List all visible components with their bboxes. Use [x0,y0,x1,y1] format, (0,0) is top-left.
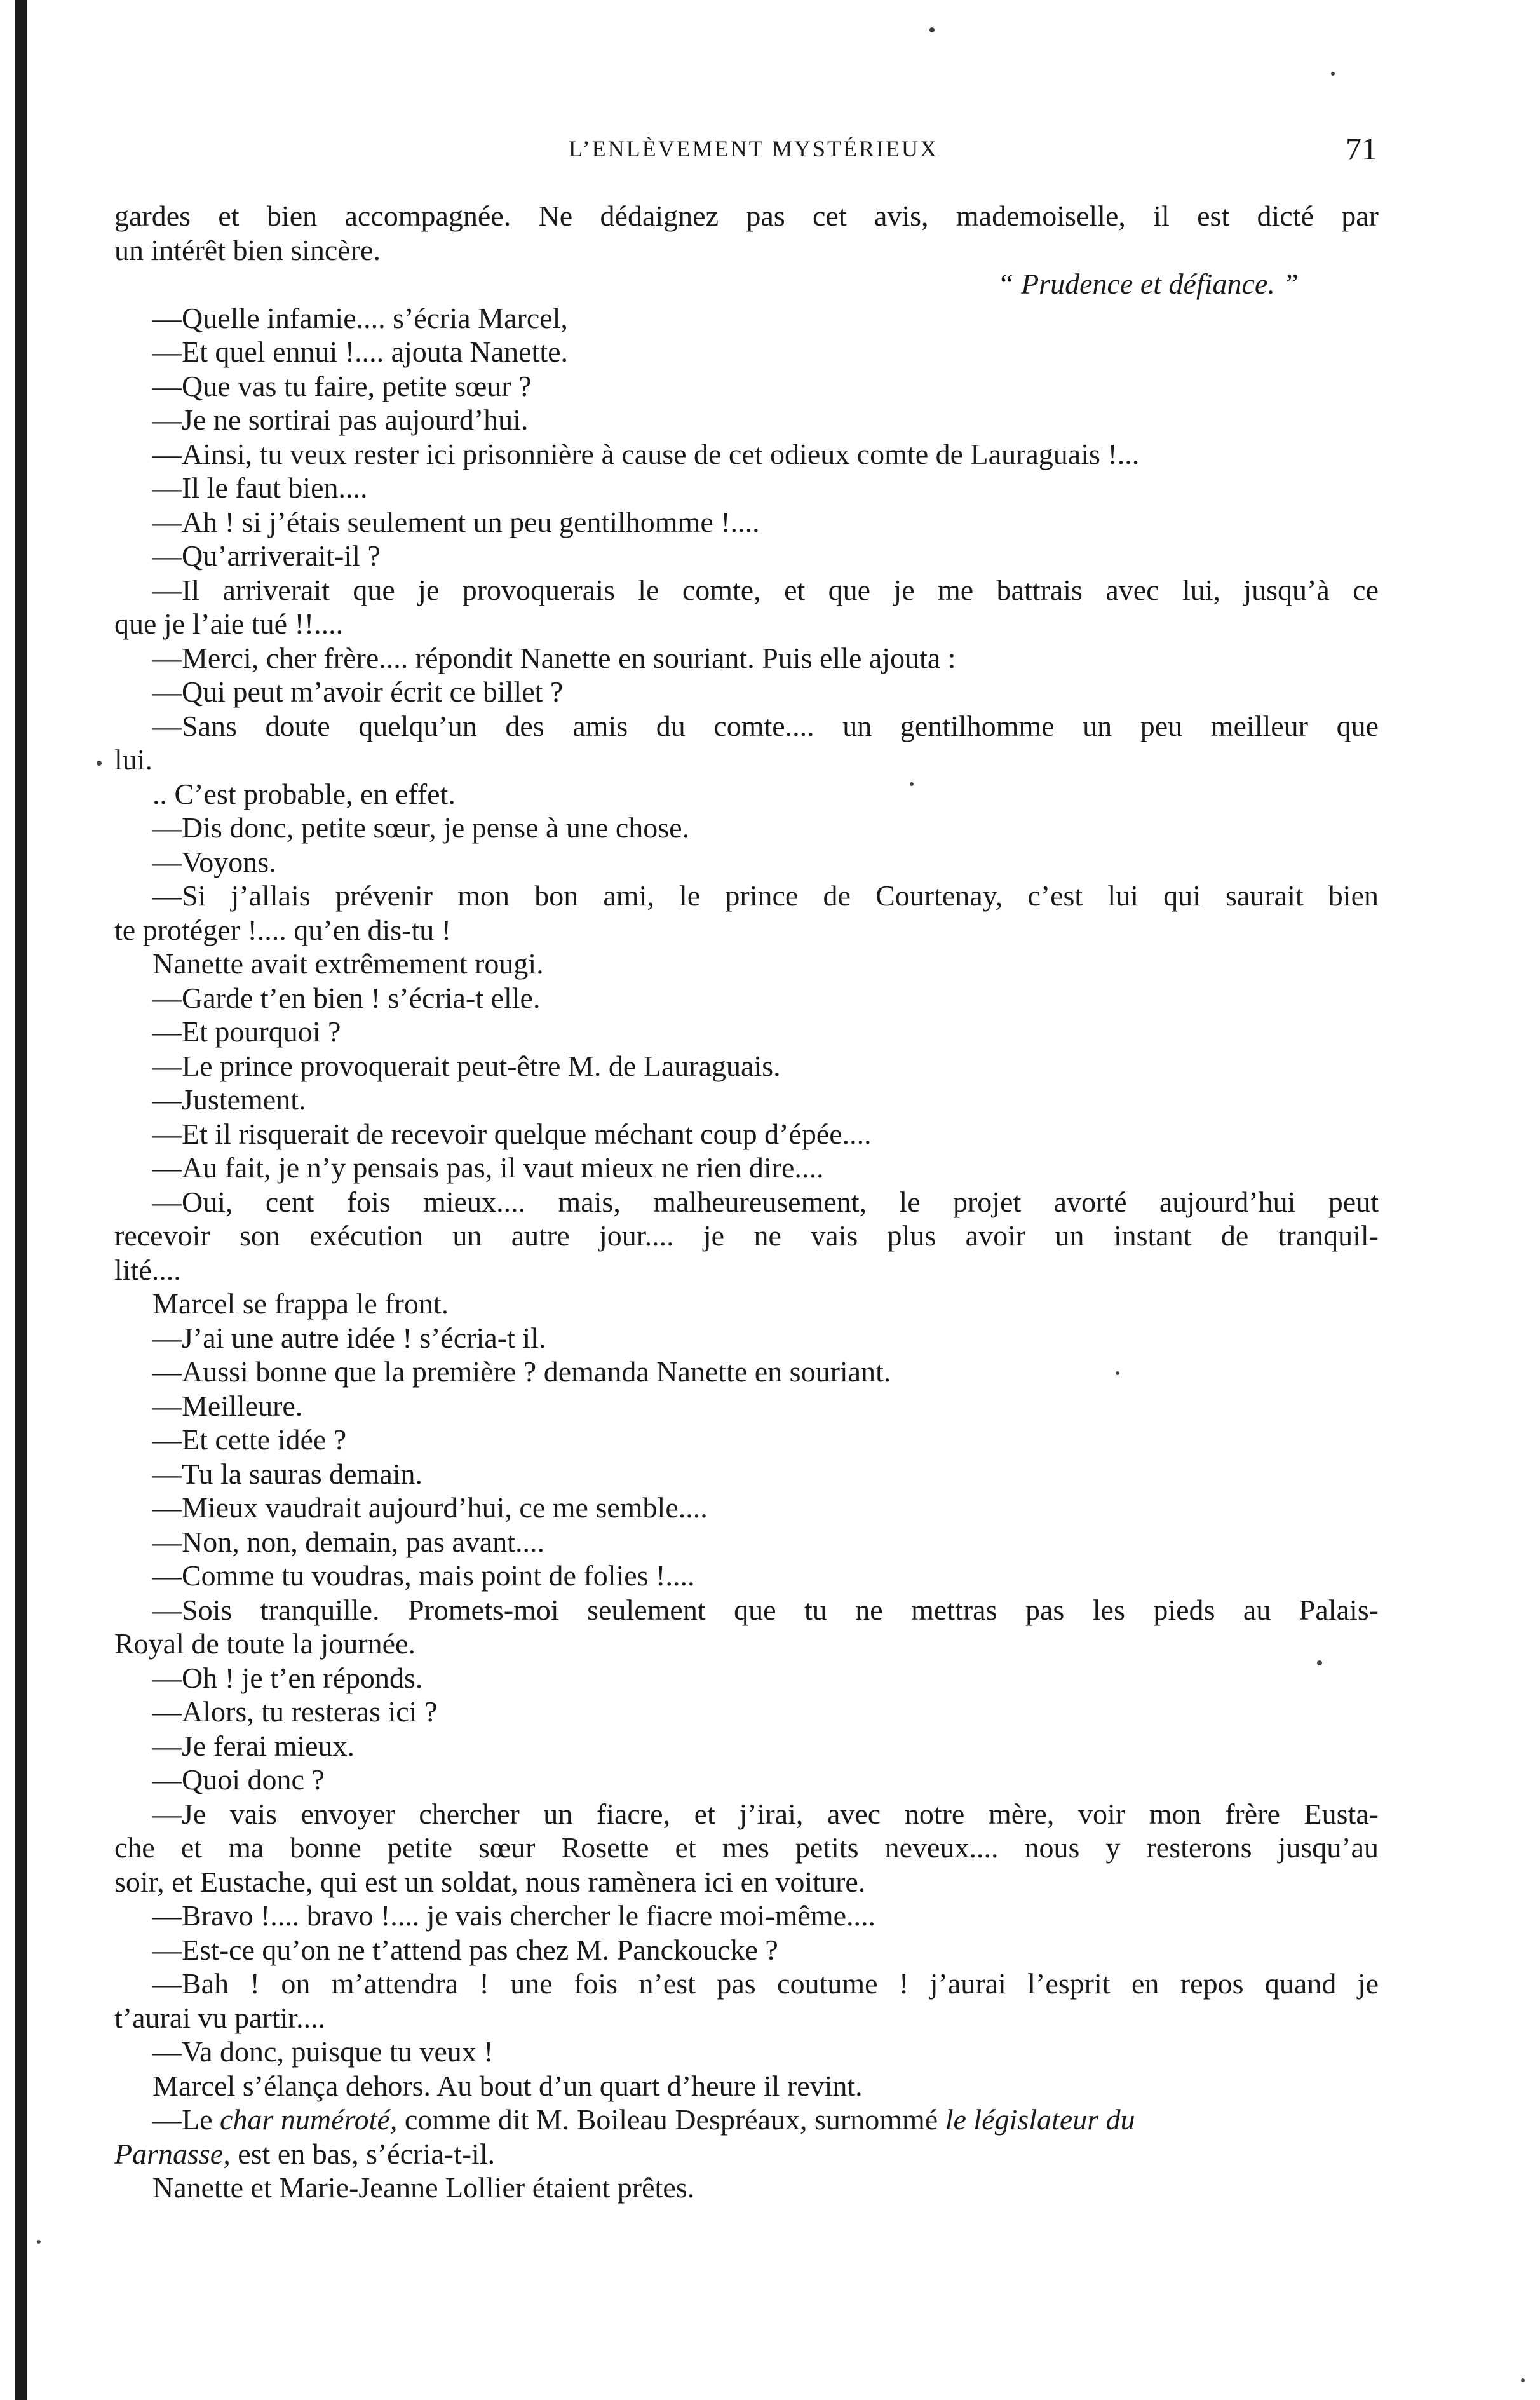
text-segment: —Le [152,2103,220,2136]
text-line: —Et quel ennui !.... ajouta Nanette. [152,336,569,368]
text-line: —Si j’allais prévenir mon bon ami, le prince de Courtenay, c’est lui qui saurait bien [152,879,1379,912]
text-line: —Le prince provoquerait peut-être M. de Lauraguais. [152,1049,781,1082]
text-line: —Tu la sauras demain. [152,1457,423,1490]
text-line: —Non, non, demain, pas avant.... [152,1525,545,1558]
text-line: —Quelle infamie.... s’écria Marcel, [152,301,568,334]
italic-legislateur: le législateur du [945,2103,1135,2136]
text-line: —Oui, cent fois mieux.... mais, malheureusement, le projet avorté aujourd’hui peut [152,1185,1379,1218]
text-line-mixed [114,2103,1379,2137]
scan-speck [37,2240,41,2244]
text-line: —Quoi donc ? [152,1763,325,1796]
scan-speck [1317,1660,1322,1665]
text-line: —Garde t’en bien ! s’écria-t elle. [152,981,541,1014]
text-segment: est en bas, s’écria-t-il. [230,2137,496,2170]
text-line: —Alors, tu resteras ici ? [152,1695,438,1728]
text-line: —Et cette idée ? [152,1423,347,1456]
text-segment: comme dit M. Boileau Despréaux, surnommé [397,2103,945,2136]
text-line: —Sans doute quelqu’un des amis du comte.... un gentilhomme un peu meilleur que [152,709,1379,742]
scan-binding-edge [15,0,27,2400]
italic-parnasse: Parnasse, [114,2137,231,2170]
page-header [0,130,1540,175]
text-line-mixed [114,2137,1379,2171]
text-line: Marcel se frappa le front. [152,1287,449,1320]
text-line: —Mieux vaudrait aujourd’hui, ce me semble.... [152,1491,708,1524]
scan-speck [1116,1371,1119,1375]
text-line: —Bah ! on m’attendra ! une fois n’est pas coutume ! j’aurai l’esprit en repos quand je [152,1967,1379,2000]
text-line: Nanette avait extrêmement rougi. [152,947,544,980]
text-line: —Qu’arriverait-il ? [152,539,381,572]
scan-speck [929,27,935,32]
text-line: soir, et Eustache, qui est un soldat, nous ramènera ici en voiture. [114,1865,866,1898]
scan-speck [910,782,914,786]
text-line: —Justement. [152,1083,306,1116]
signature-text: “ Prudence et défiance. ” [997,268,1299,300]
text-line: —Bravo !.... bravo !.... je vais chercher le fiacre moi-même.... [152,1899,876,1932]
text-line: —Voyons. [152,845,276,878]
text-line: —Dis donc, petite sœur, je pense à une chose. [152,811,690,844]
text-line: —Et pourquoi ? [152,1015,341,1048]
scan-speck [1521,2378,1525,2382]
text-line: —Et il risquerait de recevoir quelque méchant coup d’épée.... [152,1117,872,1150]
text-line: —Je ne sortirai pas aujourd’hui. [152,403,529,436]
text-line: —Est-ce qu’on ne t’attend pas chez M. Panckoucke ? [152,1933,778,1966]
running-title: L’ENLÈVEMENT MYSTÉRIEUX [569,136,938,161]
text-line: —Je ferai mieux. [152,1729,355,1762]
scan-speck [97,761,102,766]
text-line: che et ma bonne petite sœur Rosette et mes petits neveux.... nous y resterons jusqu’au [114,1831,1379,1864]
text-line: —Au fait, je n’y pensais pas, il vaut mieux ne rien dire.... [152,1151,824,1184]
text-line: —Comme tu voudras, mais point de folies !.... [152,1559,695,1592]
text-line: —Merci, cher frère.... répondit Nanette en souriant. Puis elle ajouta : [152,641,956,674]
text-line: gardes et bien accompagnée. Ne dédaignez pas cet avis, mademoiselle, il est dicté par [114,200,1379,232]
text-line: —Oh ! je t’en réponds. [152,1661,423,1694]
text-line: —Sois tranquille. Promets-moi seulement que tu ne mettras pas les pieds au Palais- [152,1593,1379,1626]
text-line: t’aurai vu partir.... [114,2001,326,2034]
text-line: —Va donc, puisque tu veux ! [152,2035,494,2068]
body-text [114,199,1379,2205]
text-line: Marcel s’élança dehors. Au bout d’un quart d’heure il revint. [152,2069,863,2102]
page-number: 71 [1346,131,1377,166]
text-line: Nanette et Marie-Jeanne Lollier étaient prêtes. [152,2171,695,2204]
text-line: Royal de toute la journée. [114,1627,415,1660]
text-line: —Qui peut m’avoir écrit ce billet ? [152,675,564,708]
text-line: —Ah ! si j’étais seulement un peu gentilhomme !.... [152,505,760,538]
text-line: un intérêt bien sincère. [114,233,381,266]
text-line: —Je vais envoyer chercher un fiacre, et j’irai, avec notre mère, voir mon frère Eusta- [152,1797,1379,1830]
italic-char-numerote: char numéroté, [220,2103,398,2136]
text-line: te protéger !.... qu’en dis-tu ! [114,913,452,946]
text-line: —Que vas tu faire, petite sœur ? [152,369,532,402]
text-line: que je l’aie tué !!.... [114,607,344,640]
text-line: recevoir son exécution un autre jour.... je ne vais plus avoir un instant de tranquil- [114,1219,1379,1252]
text-line: .. C’est probable, en effet. [152,777,456,810]
text-line: —Aussi bonne que la première ? demanda Nanette en souriant. [152,1355,891,1388]
text-line: lui. [114,743,153,776]
text-line: —Il le faut bien.... [152,471,368,504]
text-line: —Il arriverait que je provoquerais le comte, et que je me battrais avec lui, jusqu’à ce [152,573,1379,606]
signature-line [114,267,1379,301]
scan-speck [1331,72,1335,76]
text-line: —Meilleure. [152,1389,303,1422]
text-line: —Ainsi, tu veux rester ici prisonnière à cause de cet odieux comte de Lauraguais !... [152,437,1140,470]
text-line: —J’ai une autre idée ! s’écria-t il. [152,1321,546,1354]
text-line: lité.... [114,1253,181,1286]
